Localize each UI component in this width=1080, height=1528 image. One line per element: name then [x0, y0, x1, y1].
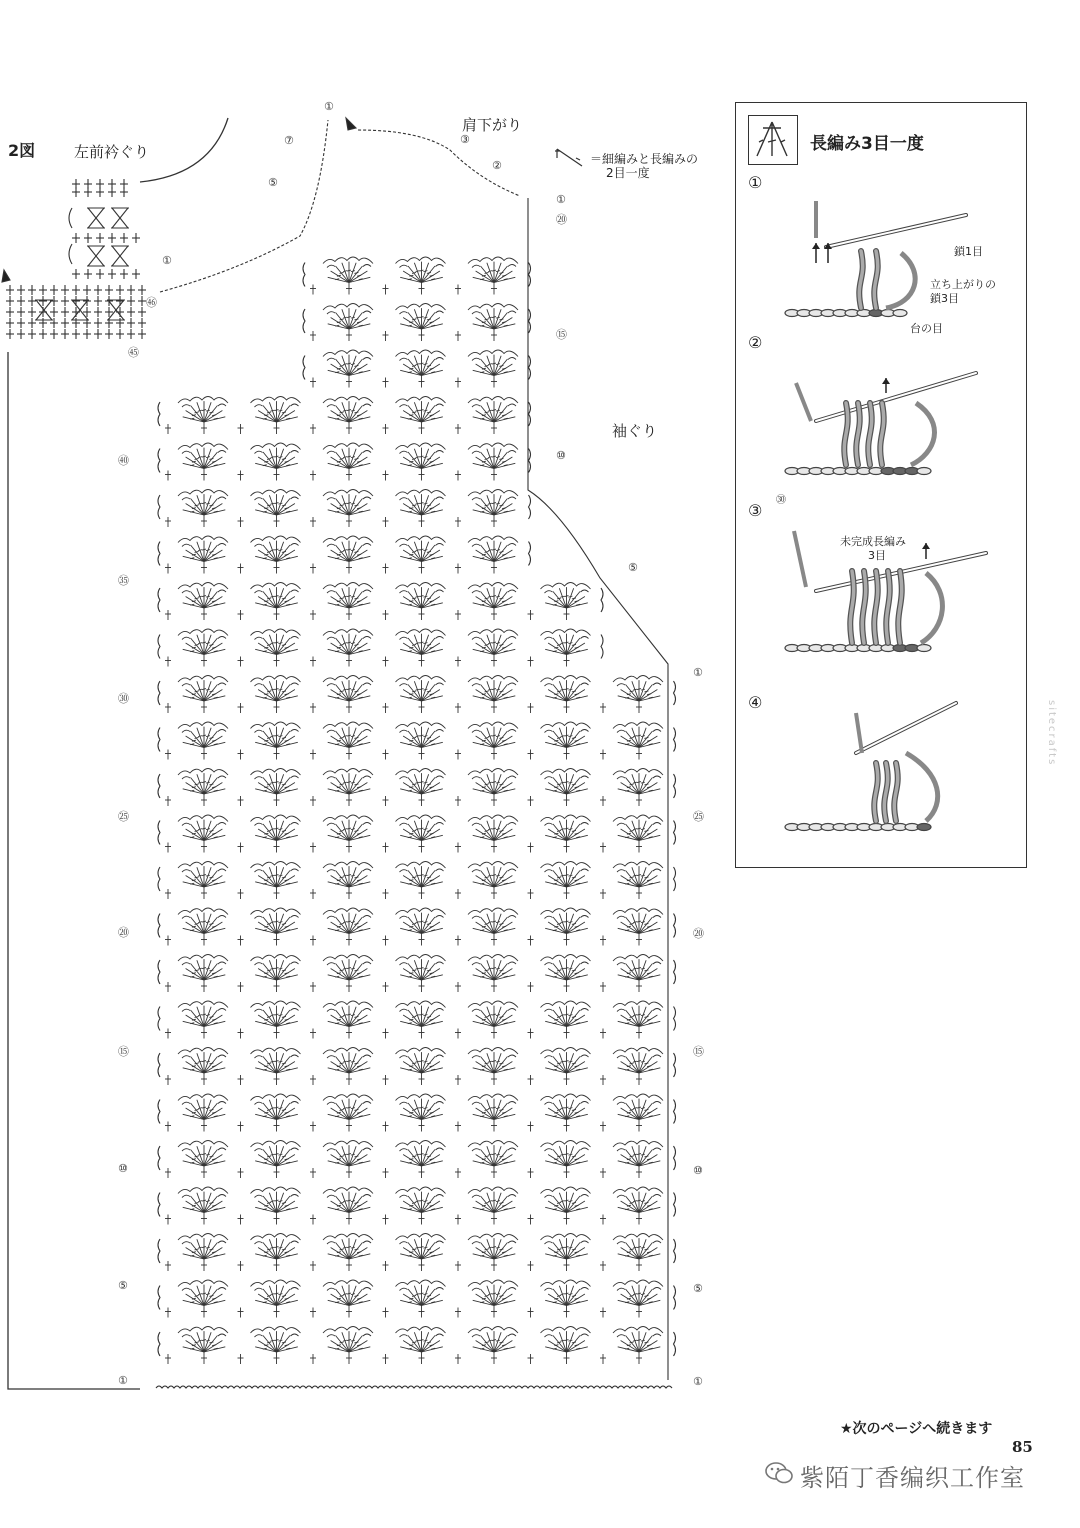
sc-symbol — [127, 296, 135, 306]
sc-symbol — [17, 307, 25, 317]
sc-symbol — [127, 307, 135, 317]
cross-stitch-symbol — [111, 246, 129, 266]
chain-base — [785, 310, 907, 317]
sc-symbol — [61, 329, 69, 339]
fan-motif — [165, 1234, 228, 1272]
fan-motif — [165, 676, 228, 714]
sc-symbol — [17, 329, 25, 339]
fan-motif — [165, 1280, 228, 1318]
fan-motif — [310, 443, 373, 481]
fan-motif — [310, 397, 373, 435]
sc-symbol — [84, 233, 92, 243]
fan-motif — [600, 908, 663, 946]
sc-symbol — [105, 285, 113, 295]
fan-motif — [165, 629, 228, 667]
sc-symbol — [120, 269, 128, 279]
sc-symbol — [94, 307, 102, 317]
sc-symbol — [6, 318, 14, 328]
fan-motif — [310, 350, 373, 388]
fan-motif — [455, 1048, 518, 1086]
fan-motif — [238, 815, 301, 853]
fan-motif — [455, 443, 518, 481]
legend-step-4: ④ — [748, 693, 763, 712]
fan-motif — [528, 1001, 591, 1039]
sc-symbol — [61, 318, 69, 328]
fan-motif — [528, 908, 591, 946]
sc-symbol — [96, 187, 104, 197]
legend-note-3sts: 3目 — [868, 549, 886, 562]
armhole-marker-5: ⑤ — [628, 561, 638, 574]
fan-motif — [455, 629, 518, 667]
row-marker-left-15: ⑮ — [118, 1045, 129, 1058]
sc-symbol — [84, 269, 92, 279]
fan-motif — [600, 769, 663, 807]
chain-base — [785, 645, 931, 652]
sc-symbol — [61, 296, 69, 306]
fan-motif — [238, 583, 301, 621]
fan-motif — [600, 1001, 663, 1039]
sc-symbol — [61, 285, 69, 295]
fan-motif — [383, 1001, 446, 1039]
fan-motif — [310, 1234, 373, 1272]
neck-marker-1b: ① — [162, 254, 172, 267]
fan-motif — [600, 1048, 663, 1086]
fan-motif — [528, 722, 591, 760]
fan-motif — [165, 443, 228, 481]
fan-motif — [238, 536, 301, 574]
fan-motif — [310, 955, 373, 993]
fan-motif — [455, 1327, 518, 1365]
fan-motif — [528, 955, 591, 993]
symbol-note-line2: 2目一度 — [606, 166, 650, 180]
row-marker-left-25: ㉕ — [118, 810, 129, 823]
legend-step3-marker: ㉚ — [776, 495, 786, 506]
fan-motif — [383, 490, 446, 528]
fan-motif — [165, 1187, 228, 1225]
row-marker-left-35: ㉟ — [118, 574, 129, 587]
fan-motif — [600, 1327, 663, 1365]
fan-motif — [165, 1141, 228, 1179]
fan-motif — [238, 1327, 301, 1365]
collar-rib-chart — [2, 179, 146, 339]
fan-motif — [455, 1001, 518, 1039]
legend-illustrations — [736, 103, 1026, 867]
fan-motif — [238, 443, 301, 481]
fan-motif — [528, 1141, 591, 1179]
fan-motif — [528, 1094, 591, 1132]
sc-symbol — [127, 329, 135, 339]
sc-dc-decrease-icon — [554, 146, 588, 168]
row-marker-left-20: ⑳ — [118, 926, 129, 939]
fan-motif — [165, 722, 228, 760]
fan-motif — [238, 955, 301, 993]
fan-motif — [455, 490, 518, 528]
continue-note: ★次のページへ続きます — [840, 1421, 993, 1437]
neck-marker-7: ⑦ — [284, 134, 294, 147]
sc-symbol — [116, 329, 124, 339]
fan-motif — [238, 1094, 301, 1132]
fan-motif — [600, 1094, 663, 1132]
armhole-marker-15: ⑮ — [556, 328, 567, 341]
sc-symbol — [72, 329, 80, 339]
sc-symbol — [6, 296, 14, 306]
sc-symbol — [72, 187, 80, 197]
fan-motif — [238, 908, 301, 946]
row-marker-left-5: ⑤ — [118, 1279, 128, 1292]
neck-marker-1: ① — [324, 100, 334, 113]
cross-stitch-symbol — [107, 300, 125, 320]
sc-symbol — [108, 269, 116, 279]
armhole-marker-20: ⑳ — [556, 213, 567, 226]
sc-symbol — [17, 296, 25, 306]
fan-motif — [383, 583, 446, 621]
sc-symbol — [94, 329, 102, 339]
fan-motif — [528, 815, 591, 853]
legend-note-base: 台の目 — [910, 322, 943, 335]
sc-symbol — [120, 187, 128, 197]
fan-motif — [238, 1187, 301, 1225]
fan-motif — [600, 815, 663, 853]
figure-label: 2図 — [8, 141, 36, 160]
fan-motif — [238, 629, 301, 667]
sc-symbol — [94, 318, 102, 328]
fan-motif — [310, 1001, 373, 1039]
fan-motif — [383, 1280, 446, 1318]
page-number: 85 — [1012, 1438, 1033, 1456]
motif-grid — [165, 257, 663, 1364]
fan-motif — [528, 629, 591, 667]
fan-motif — [383, 815, 446, 853]
fan-motif — [383, 397, 446, 435]
armhole-marker-1: ① — [556, 193, 566, 206]
fan-motif — [310, 722, 373, 760]
legend-note-turning: 立ち上がりの — [930, 278, 996, 291]
fan-motif — [383, 629, 446, 667]
fan-motif — [238, 490, 301, 528]
fan-motif — [528, 862, 591, 900]
crochet-hook-icon — [826, 215, 966, 247]
chain-base — [785, 468, 931, 475]
shoulder-label: 肩下がり — [462, 116, 523, 134]
fan-motif — [528, 583, 591, 621]
fan-motif — [310, 583, 373, 621]
sc-symbol — [83, 285, 91, 295]
sc-symbol — [138, 285, 146, 295]
fan-motif — [383, 769, 446, 807]
fan-motif — [383, 1187, 446, 1225]
row-marker-left-40: ㊵ — [118, 454, 129, 467]
sc-symbol — [50, 285, 58, 295]
sc-symbol — [84, 187, 92, 197]
fan-motif — [455, 257, 518, 295]
sc-symbol — [28, 285, 36, 295]
chart-frame-lines — [8, 118, 228, 1389]
row-marker-left-10: ⑩ — [118, 1162, 128, 1175]
fan-motif — [238, 769, 301, 807]
row-marker-right-25: ㉕ — [693, 810, 704, 823]
side-watermark: sitecrafts — [1046, 700, 1057, 767]
sc-symbol — [120, 233, 128, 243]
fan-motif — [383, 1048, 446, 1086]
chain-base — [785, 824, 931, 831]
cross-stitch-symbol — [87, 246, 105, 266]
sc-symbol — [94, 285, 102, 295]
fan-motif — [600, 676, 663, 714]
fan-motif — [528, 1327, 591, 1365]
legend-step-3: ③ — [748, 501, 763, 520]
row-marker-left-30: ㉚ — [118, 692, 129, 705]
fan-motif — [310, 536, 373, 574]
sc-symbol — [28, 318, 36, 328]
fan-motif — [238, 1048, 301, 1086]
fan-motif — [455, 536, 518, 574]
fan-motif — [455, 304, 518, 342]
legend-step-1: ① — [748, 173, 763, 192]
fan-motif — [455, 1234, 518, 1272]
crochet-hook-icon — [856, 703, 956, 753]
fan-motif — [600, 1234, 663, 1272]
fan-motif — [165, 1048, 228, 1086]
sc-symbol — [61, 307, 69, 317]
fan-motif — [310, 629, 373, 667]
fan-motif — [383, 350, 446, 388]
fan-motif — [238, 1234, 301, 1272]
fan-motif — [383, 1234, 446, 1272]
fan-motif — [238, 676, 301, 714]
fan-motif — [310, 1327, 373, 1365]
fan-motif — [383, 1094, 446, 1132]
fan-motif — [383, 257, 446, 295]
row-marker-right-5: ⑤ — [693, 1282, 703, 1295]
fan-motif — [165, 908, 228, 946]
sc-symbol — [28, 329, 36, 339]
fan-motif — [310, 1280, 373, 1318]
fan-motif — [383, 955, 446, 993]
fan-motif — [238, 722, 301, 760]
fan-motif — [238, 397, 301, 435]
fan-motif — [310, 304, 373, 342]
fan-motif — [238, 1280, 301, 1318]
fan-motif — [528, 769, 591, 807]
row-marker-right-20: ⑳ — [693, 927, 704, 940]
cross-stitch-symbol — [71, 300, 89, 320]
sc-symbol — [6, 329, 14, 339]
fan-motif — [238, 1001, 301, 1039]
fan-motif — [310, 490, 373, 528]
fan-motif — [165, 490, 228, 528]
row-marker-right-1b: ① — [693, 666, 703, 679]
shoulder-marker-3: ③ — [460, 133, 470, 146]
sc-symbol — [138, 296, 146, 306]
fan-motif — [528, 1187, 591, 1225]
fan-motif — [310, 1048, 373, 1086]
fan-motif — [383, 443, 446, 481]
fan-motif — [165, 583, 228, 621]
fan-motif — [455, 862, 518, 900]
fan-motif — [600, 722, 663, 760]
fan-motif — [310, 815, 373, 853]
sc-symbol — [72, 285, 80, 295]
sc-symbol — [6, 307, 14, 317]
fan-motif — [165, 1001, 228, 1039]
row-marker-left-1: ① — [118, 1374, 128, 1387]
fan-motif — [600, 1280, 663, 1318]
fan-motif — [310, 257, 373, 295]
armhole-label: 袖ぐり — [612, 422, 658, 440]
fan-motif — [455, 583, 518, 621]
fan-motif — [455, 769, 518, 807]
sc-symbol — [96, 269, 104, 279]
sc-symbol — [138, 307, 146, 317]
sc-symbol — [138, 318, 146, 328]
fan-motif — [310, 1141, 373, 1179]
sc-symbol — [127, 285, 135, 295]
fan-motif — [310, 1094, 373, 1132]
sc-symbol — [50, 329, 58, 339]
fan-motif — [165, 815, 228, 853]
fan-motif — [455, 1187, 518, 1225]
sc-symbol — [127, 318, 135, 328]
fan-motif — [528, 676, 591, 714]
cross-stitch-symbol — [111, 208, 129, 228]
legend-note-ch1: 鎖1目 — [954, 245, 983, 258]
fan-motif — [600, 862, 663, 900]
fan-motif — [383, 722, 446, 760]
row-marker-left-46: ㊻ — [146, 296, 157, 309]
crochet-hook-icon — [816, 373, 976, 421]
fan-motif — [310, 862, 373, 900]
shoulder-marker-2: ② — [492, 159, 502, 172]
fan-motif — [383, 862, 446, 900]
sc-symbol — [132, 233, 140, 243]
sc-symbol — [28, 296, 36, 306]
symbol-note-line1: ＝細編みと長編みの — [590, 152, 699, 166]
sc-symbol — [138, 329, 146, 339]
fan-motif — [455, 676, 518, 714]
fan-motif — [455, 722, 518, 760]
fan-motif — [528, 1234, 591, 1272]
fan-motif — [455, 350, 518, 388]
fan-motif — [455, 397, 518, 435]
fan-motif — [165, 769, 228, 807]
fan-motif — [528, 1048, 591, 1086]
fan-motif — [455, 1141, 518, 1179]
row-marker-left-45: ㊺ — [128, 346, 139, 359]
sc-symbol — [83, 329, 91, 339]
fan-motif — [455, 815, 518, 853]
sc-symbol — [108, 187, 116, 197]
fan-motif — [165, 1327, 228, 1365]
neck-marker-5: ⑤ — [268, 176, 278, 189]
fan-motif — [238, 1141, 301, 1179]
sc-symbol — [6, 285, 14, 295]
fan-motif — [600, 955, 663, 993]
sc-symbol — [108, 233, 116, 243]
fan-motif — [383, 908, 446, 946]
sc-symbol — [39, 285, 47, 295]
fan-motif — [455, 1094, 518, 1132]
fan-motif — [310, 769, 373, 807]
legend-box — [735, 102, 1027, 868]
row-marker-right-15: ⑮ — [693, 1045, 704, 1058]
legend-note-unfinished: 未完成長編み — [840, 535, 906, 548]
fan-motif — [165, 536, 228, 574]
watermark-text: 紫陌丁香编织工作室 — [800, 1464, 1025, 1492]
sc-symbol — [94, 296, 102, 306]
fan-motif — [383, 304, 446, 342]
fan-motif — [455, 1280, 518, 1318]
row-marker-right-1: ① — [693, 1375, 703, 1388]
row-marker-right-10: ⑩ — [693, 1164, 703, 1177]
sc-symbol — [96, 233, 104, 243]
fan-motif — [383, 536, 446, 574]
legend-title: 長編み3目一度 — [810, 134, 924, 154]
fan-motif — [165, 862, 228, 900]
fan-motif — [310, 676, 373, 714]
fan-motif — [383, 1327, 446, 1365]
sc-symbol — [72, 233, 80, 243]
sc-symbol — [116, 285, 124, 295]
cross-stitch-symbol — [35, 300, 53, 320]
wechat-icon — [764, 1460, 794, 1486]
fan-motif — [165, 397, 228, 435]
fan-motif — [383, 676, 446, 714]
legend-note-ch3: 鎖3目 — [930, 292, 959, 305]
sc-symbol — [132, 269, 140, 279]
fan-motif — [165, 955, 228, 993]
fan-motif — [383, 1141, 446, 1179]
fan-motif — [455, 908, 518, 946]
fan-motif — [528, 1280, 591, 1318]
cross-stitch-symbol — [87, 208, 105, 228]
fan-motif — [310, 908, 373, 946]
fan-motif — [310, 1187, 373, 1225]
sc-symbol — [39, 329, 47, 339]
sc-symbol — [17, 318, 25, 328]
fan-motif — [600, 1187, 663, 1225]
fan-motif — [238, 862, 301, 900]
sc-symbol — [50, 307, 58, 317]
sc-symbol — [17, 285, 25, 295]
sc-symbol — [28, 307, 36, 317]
fan-motif — [165, 1094, 228, 1132]
sc-symbol — [105, 329, 113, 339]
fan-motif — [455, 955, 518, 993]
neckline-label: 左前衿ぐり — [74, 143, 150, 161]
legend-step-2: ② — [748, 333, 763, 352]
sc-symbol — [72, 269, 80, 279]
fan-motif — [600, 1141, 663, 1179]
armhole-marker-10: ⑩ — [556, 449, 566, 462]
